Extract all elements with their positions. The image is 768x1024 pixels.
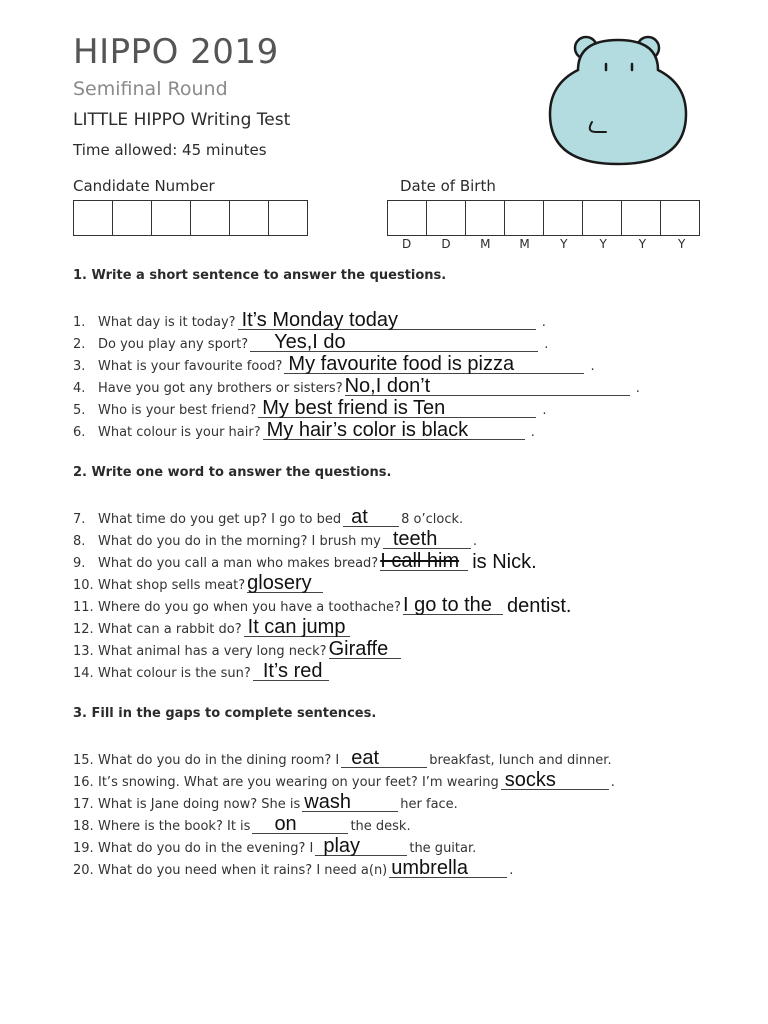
dob-digit-box[interactable] — [505, 201, 544, 235]
question-text: What colour is the sun? — [98, 666, 251, 681]
question-number: 15. — [73, 753, 94, 768]
question-suffix: . — [610, 775, 615, 790]
dob-digit-box[interactable] — [427, 201, 466, 235]
question-suffix: the desk. — [350, 819, 411, 834]
question-text: Where is the book? It is — [98, 819, 251, 834]
dob-letter: M — [519, 237, 530, 251]
answer-field[interactable] — [383, 528, 471, 550]
question-text: What is Jane doing now? She is — [98, 797, 301, 812]
dob-letter: Y — [599, 237, 607, 251]
question-row — [73, 836, 476, 856]
dob-letter: Y — [678, 237, 686, 251]
question-row — [73, 858, 513, 878]
question-text: What is your favourite food? — [98, 359, 283, 374]
question-text: What animal has a very long neck? — [98, 644, 327, 659]
question-number: 18. — [73, 819, 94, 834]
handwritten-answer: I call him — [380, 550, 460, 572]
handwritten-answer: umbrella — [391, 857, 468, 879]
answer-field[interactable] — [402, 594, 503, 616]
answer-field[interactable] — [380, 550, 468, 572]
handwritten-answer: at — [351, 506, 368, 528]
answer-field[interactable] — [328, 638, 401, 660]
candidate-digit-box[interactable] — [74, 201, 113, 235]
answer-field[interactable] — [341, 747, 427, 769]
question-suffix: her face. — [400, 797, 458, 812]
dob-letter: D — [402, 237, 412, 251]
date-of-birth-boxes[interactable] — [387, 200, 700, 236]
dob-letter: Y — [560, 237, 568, 251]
question-number: 10. — [73, 578, 94, 593]
answer-field[interactable] — [389, 857, 507, 879]
candidate-digit-box[interactable] — [191, 201, 230, 235]
question-number: 17. — [73, 797, 94, 812]
answer-field[interactable] — [252, 813, 348, 835]
handwritten-answer: My favourite food is pizza — [288, 353, 515, 375]
question-suffix: . — [472, 534, 477, 549]
dob-digit-box[interactable] — [544, 201, 583, 235]
question-number: 12. — [73, 622, 94, 637]
question-text: Where do you go when you have a toothache? — [98, 600, 401, 615]
handwritten-answer: teeth — [392, 528, 438, 550]
handwritten-answer: socks — [504, 769, 556, 791]
test-name: LITTLE HIPPO Writing Test — [73, 110, 291, 130]
section-3-title: 3. Fill in the gaps to complete sentences. — [73, 706, 377, 721]
question-row — [73, 639, 403, 659]
answer-field[interactable] — [501, 769, 609, 791]
question-number: 6. — [73, 425, 86, 440]
question-row: 2. Do you play any sport? Yes,I do . — [73, 331, 549, 353]
section-2-title: 2. Write one word to answer the questions. — [73, 465, 392, 480]
dob-letter: M — [480, 237, 491, 251]
question-row: 3. What is your favourite food? My favourite food is pizza . — [73, 353, 595, 375]
question-suffix: . — [509, 863, 514, 878]
handwritten-answer-extra: dentist. — [506, 595, 572, 617]
time-allowed: Time allowed: 45 minutes — [73, 141, 267, 159]
question-row: 6. What colour is your hair? My hair’s color is black . — [73, 419, 535, 441]
question-number: 2. — [73, 337, 86, 352]
question-number: 4. — [73, 381, 86, 396]
dob-digit-box[interactable] — [661, 201, 699, 235]
question-text: What can a rabbit do? — [98, 622, 242, 637]
handwritten-answer-extra: is Nick. — [472, 551, 537, 573]
question-row: 5. Who is your best friend? My best friend is Ten . — [73, 397, 547, 419]
answer-field[interactable] — [253, 660, 329, 682]
candidate-digit-box[interactable] — [230, 201, 269, 235]
candidate-digit-box[interactable] — [269, 201, 307, 235]
answer-field[interactable] — [247, 572, 323, 594]
dob-letter: Y — [638, 237, 647, 251]
question-text: What do you do in the evening? I — [98, 841, 314, 856]
question-text: Do you play any sport? — [98, 337, 249, 352]
question-text: Have you got any brothers or sisters? — [98, 381, 343, 396]
question-suffix: the guitar. — [409, 841, 477, 856]
question-number: 11. — [73, 600, 94, 615]
question-number: 20. — [73, 863, 94, 878]
question-number: 3. — [73, 359, 86, 374]
question-row — [73, 792, 458, 812]
question-suffix: breakfast, lunch and dinner. — [429, 753, 612, 768]
question-text: What time do you get up? I go to bed — [98, 512, 342, 527]
handwritten-answer: play — [323, 835, 361, 857]
question-text: What colour is your hair? — [98, 425, 261, 440]
handwritten-answer: It can jump — [247, 616, 346, 638]
answer-field[interactable] — [302, 791, 398, 813]
question-number: 19. — [73, 841, 94, 856]
dob-letter: D — [441, 237, 451, 251]
date-of-birth-label: Date of Birth — [400, 177, 496, 195]
handwritten-answer: I go to the — [402, 594, 492, 616]
question-text: What do you call a man who makes bread? — [98, 556, 379, 571]
question-row — [73, 595, 571, 615]
handwritten-answer: Giraffe — [328, 638, 389, 660]
question-text: Who is your best friend? — [98, 403, 257, 418]
handwritten-answer: No,I don’t — [344, 375, 431, 397]
hippo-logo-icon — [548, 32, 688, 168]
question-number: 14. — [73, 666, 94, 681]
handwritten-answer: It’s Monday today — [241, 309, 398, 331]
question-suffix: 8 o’clock. — [401, 512, 464, 527]
dob-digit-box[interactable] — [583, 201, 622, 235]
question-number: 8. — [73, 534, 86, 549]
question-row — [73, 814, 411, 834]
candidate-digit-box[interactable] — [152, 201, 191, 235]
answer-field[interactable] — [244, 616, 350, 638]
dob-digit-box[interactable] — [622, 201, 661, 235]
answer-field[interactable] — [343, 506, 399, 528]
section-1-title: 1. Write a short sentence to answer the questions. — [73, 268, 447, 283]
answer-field[interactable] — [315, 835, 407, 857]
handwritten-answer: My best friend is Ten — [262, 397, 446, 419]
handwritten-answer: glosery — [247, 572, 312, 594]
handwritten-answer: It’s red — [262, 660, 323, 682]
handwritten-answer: wash — [304, 791, 351, 813]
question-number: 1. — [73, 315, 86, 330]
question-row — [73, 617, 352, 637]
question-text: What day is it today? — [98, 315, 236, 330]
question-text: What do you need when it rains? I need a(n) — [98, 863, 388, 878]
question-row — [73, 529, 477, 549]
question-row — [73, 770, 615, 790]
question-number: 16. — [73, 775, 94, 790]
candidate-number-label: Candidate Number — [73, 177, 215, 195]
question-number: 5. — [73, 403, 86, 418]
dob-digit-box[interactable] — [388, 201, 427, 235]
question-row — [73, 661, 331, 681]
question-number: 7. — [73, 512, 86, 527]
question-row — [73, 507, 463, 527]
dob-digit-box[interactable] — [466, 201, 505, 235]
question-text: It’s snowing. What are you wearing on your feet? I’m wearing — [98, 775, 499, 790]
question-number: 13. — [73, 644, 94, 659]
handwritten-answer: Yes,I do — [274, 331, 346, 353]
question-text: What do you do in the morning? I brush my — [98, 534, 381, 549]
handwritten-answer: My hair’s color is black — [266, 419, 469, 441]
dob-format-letters — [387, 237, 701, 251]
page-title: HIPPO 2019 — [73, 32, 279, 72]
question-row — [73, 573, 325, 593]
handwritten-answer: eat — [351, 747, 380, 769]
round-subtitle: Semifinal Round — [73, 78, 228, 100]
question-row — [73, 748, 612, 768]
question-number: 9. — [73, 556, 86, 571]
question-text: What do you do in the dining room? I — [98, 753, 340, 768]
question-row — [73, 551, 537, 571]
handwritten-answer: on — [274, 813, 297, 835]
candidate-number-boxes[interactable] — [73, 200, 308, 236]
question-row: 4. Have you got any brothers or sisters? No,I don’t . — [73, 375, 640, 397]
candidate-digit-box[interactable] — [113, 201, 152, 235]
question-row: 1. What day is it today? It’s Monday today . — [73, 309, 546, 331]
question-text: What shop sells meat? — [98, 578, 246, 593]
